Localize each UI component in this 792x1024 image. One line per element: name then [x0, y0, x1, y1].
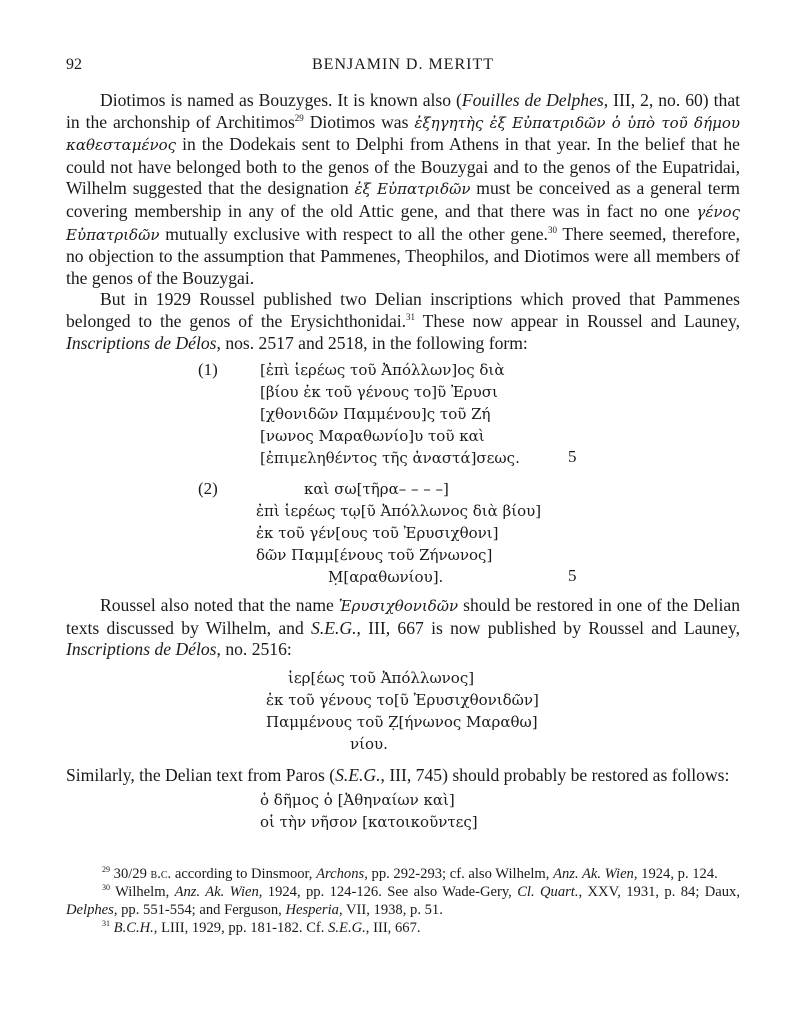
footnote-ref-29[interactable]: 29 — [294, 112, 304, 123]
inscription-line: οἱ τὴν νῆσον [κατοικοῦντες] — [260, 812, 478, 831]
inscription-line: [ἐπιμεληθέντος τῆς ἀναστά]σεως. — [260, 449, 520, 468]
inscription-line: Παμμένους τοῦ Ẓ[ήνωνος Μαραθω] — [266, 712, 538, 731]
inscription-line: νίου. — [350, 734, 388, 753]
line-number: 5 — [568, 447, 577, 467]
inscription-line: ἱερ[έως τοῦ Ἀπόλλωνος] — [288, 668, 475, 687]
inscription-label: (2) — [198, 479, 218, 499]
paragraph-paros: Similarly, the Delian text from Paros (S.E.G., III, 745) should probably be restored as follows: — [66, 764, 730, 785]
inscription-line: [ἐπὶ ἱερέως τοῦ Ἀπόλλων]ος διὰ — [260, 361, 505, 380]
inscription-line: [νωνος Μαραθωνίο]υ τοῦ καὶ — [260, 427, 485, 446]
inscription-line: ἐκ τοῦ γέν[ους τοῦ Ἐρυσιχθονι] — [256, 524, 499, 543]
inscription-line: καὶ σω[τῆρα– – – –] — [304, 480, 449, 499]
inscription-label: (1) — [198, 360, 218, 380]
inscription-line: ὁ δῆμος ὁ [Ἀθηναίων καὶ] — [260, 790, 455, 809]
footnotes — [66, 865, 740, 937]
inscription-2 — [66, 479, 740, 595]
line-number: 5 — [568, 566, 577, 586]
running-title: BENJAMIN D. MERITT — [312, 56, 494, 73]
footnote-31: $^{31}$ B.C.H., LIII, 1929, pp. 181-182. Cf. S.E.G., III, 667. — [102, 918, 421, 936]
inscription-line: [χθονιδῶν Παμμένου]ς τοῦ Ζή — [260, 405, 491, 424]
footnote-ref-30[interactable]: 30 — [547, 224, 557, 235]
footnote-ref-31[interactable]: 31 — [406, 311, 416, 322]
running-header — [66, 56, 740, 80]
inscription-line: δῶν Παμμ[ένους τοῦ Ζήνωνος] — [256, 546, 493, 565]
footnote-29: $^{29}$ 30/29 b.c. according to Dinsmoor, Archons, pp. 292-293; cf. also Wilhelm, Anz. Ak. Wien, 1924, p. 124. — [102, 864, 718, 882]
greek-phrase: ἐξ Εὐπατριδῶν — [354, 180, 471, 199]
footnote-30: $^{30}$ Wilhelm, Anz. Ak. Wien, 1924, pp. 124-126. See also Wade-Gery, Cl. Quart., XXV, 1931, p. 84; Daux, Delphes, pp. 551-554; and Ferguson, Hesperia, VII, 1938, p. 51. — [66, 882, 740, 918]
greek-phrase: γένος Εὐπατριδῶν — [66, 202, 740, 244]
paragraph-erysichthonidon: Roussel also noted that the name Ἐρυσιχθονιδῶν should be restored in one of the Delian texts discussed by Wilhelm, and S.E.G., III, 667 is now published by Roussel and Launey, Inscriptions de Délos, no. 2516: — [66, 595, 741, 660]
inscription-4 — [66, 791, 740, 837]
inscription-line: [βίου ἐκ τοῦ γένους το]ῦ Ἐρυσι — [260, 383, 498, 402]
inscription-line: ἐκ τοῦ γένους το[ῦ Ἐρυσιχθονιδῶν] — [266, 690, 539, 709]
greek-phrase: ἐξηγητὴς ἐξ Εὐπατριδῶν ὁ ὑπὸ τοῦ δήμου καθεσταμένος — [66, 113, 740, 155]
greek-phrase: Ἐρυσιχθονιδῶν — [338, 597, 459, 616]
paragraph-diotimos: Diotimos is named as Bouzyges. It is known also (Fouilles de Delphes, III, 2, no. 60) that in the archonship of Architimos$^{29}$ Diotimos was ἐξηγητὴς ἐξ Εὐπατριδῶν ὁ ὑπὸ τοῦ δήμου καθεσταμένος in the Dodekais sent to Delphi from Athens in that year. In the belief that he could not have belonged both to the genos of the Bouzygai and to the genos of the Eupatridai, Wilhelm suggested that the designation ἐξ Εὐπατριδῶν must be conceived as a general term covering membership in any of the old Attic gene, and that there was in fact no one γένος Εὐπατριδῶν mutually exclusive with respect to all the other gene.$^{30}$ There seemed, therefore, no objection to the assumption that Pammenes, Theophilos, and Diotimos were all members of the genos of the Bouzygai. — [66, 90, 741, 288]
paragraph-roussel-1929: But in 1929 Roussel published two Delian inscriptions which proved that Pammenes belonged to the genos of the Erysichthonidai.$^{31}$ These now appear in Roussel and Launey, Inscriptions de Délos, nos. 2517 and 2518, in the following form: — [66, 289, 740, 353]
page — [66, 56, 740, 937]
inscription-1 — [66, 360, 740, 473]
inscription-3 — [66, 669, 740, 761]
inscription-line: Ṃ[αραθωνίου]. — [328, 568, 444, 587]
page-number: 92 — [66, 56, 82, 73]
inscription-line: ἐπὶ ἱερέως τῳ[ῦ Ἀπόλλωνος διὰ βίου] — [256, 502, 542, 521]
